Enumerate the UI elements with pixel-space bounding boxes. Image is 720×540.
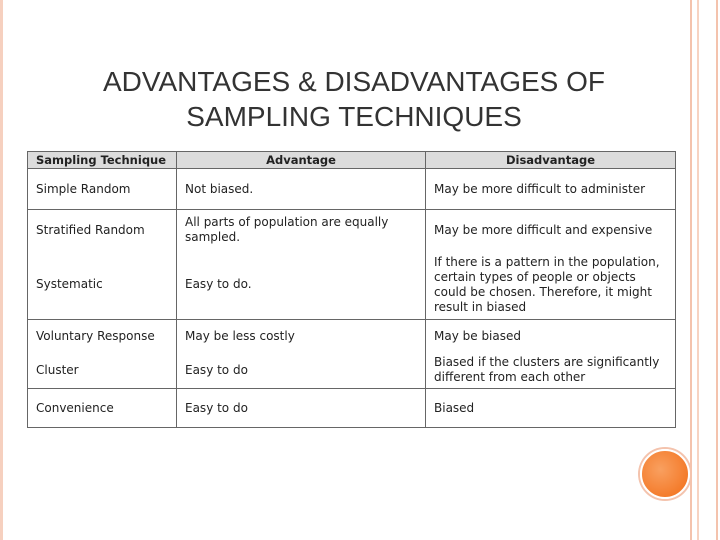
table-row	[28, 169, 676, 210]
table-row	[28, 352, 676, 389]
advantage-cell: Easy to do	[177, 352, 426, 389]
table-row	[28, 389, 676, 428]
advantage-cell: Easy to do.	[177, 250, 426, 320]
right-border-decoration	[690, 0, 718, 540]
technique-cell: Stratified Random	[28, 210, 177, 251]
advantage-cell: Not biased.	[177, 169, 426, 210]
technique-cell: Convenience	[28, 389, 177, 428]
disadvantage-cell: Biased	[426, 389, 676, 428]
orange-circle-decoration	[640, 449, 690, 499]
disadvantage-cell: Biased if the clusters are significantly different from each other	[426, 352, 676, 389]
left-border-decoration	[0, 0, 3, 540]
disadvantage-cell: May be more difficult to administer	[426, 169, 676, 210]
header-advantage: Advantage	[177, 152, 426, 169]
technique-cell: Simple Random	[28, 169, 177, 210]
advantage-cell: Easy to do	[177, 389, 426, 428]
right-border-inner-line	[697, 0, 699, 540]
disadvantage-cell: May be biased	[426, 320, 676, 353]
table-row	[28, 210, 676, 251]
technique-cell: Systematic	[28, 250, 177, 320]
sampling-techniques-table	[27, 151, 676, 428]
advantage-cell: All parts of population are equally sampled.	[177, 210, 426, 251]
table-row	[28, 250, 676, 320]
header-disadvantage: Disadvantage	[426, 152, 676, 169]
technique-cell: Cluster	[28, 352, 177, 389]
table-header-row	[28, 152, 676, 169]
header-sampling-technique: Sampling Technique	[28, 152, 177, 169]
technique-cell: Voluntary Response	[28, 320, 177, 353]
advantage-cell: May be less costly	[177, 320, 426, 353]
slide-title: ADVANTAGES & DISADVANTAGES OF SAMPLING TECHNIQUES	[102, 66, 606, 132]
disadvantage-cell: May be more difficult and expensive	[426, 210, 676, 251]
table-row	[28, 320, 676, 353]
disadvantage-cell: If there is a pattern in the population, certain types of people or objects could be chosen. Therefore, it might result in biased	[426, 250, 676, 320]
